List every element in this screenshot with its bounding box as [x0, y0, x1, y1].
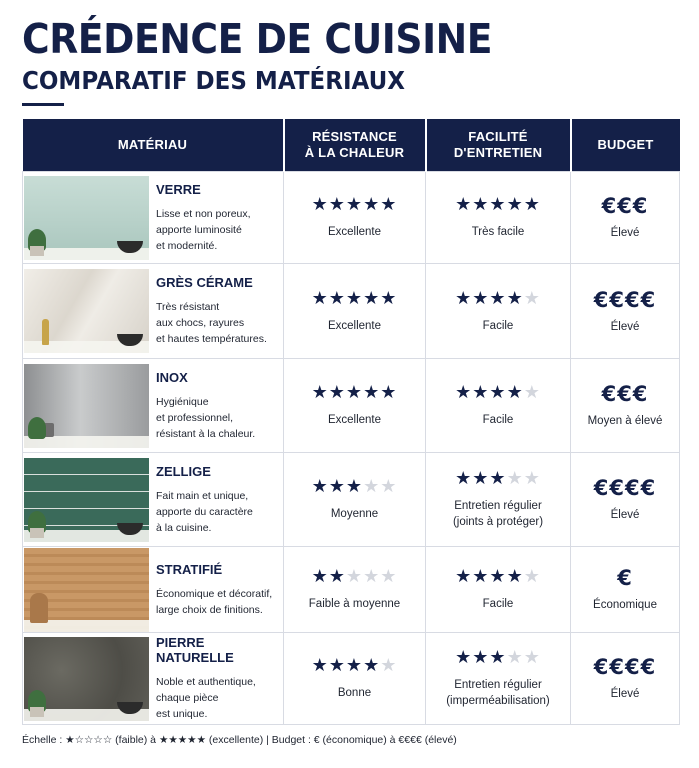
material-cell — [23, 633, 284, 725]
heat-resistance-label: Faible à moyenne — [308, 598, 401, 610]
green-zellige-tiles-photo — [24, 458, 149, 542]
star-filled-icon: ★ — [345, 194, 364, 215]
star-empty-icon: ★ — [363, 476, 381, 497]
star-filled-icon: ★ — [455, 647, 473, 668]
star-filled-icon: ★ — [472, 566, 490, 587]
star-empty-icon: ★ — [380, 476, 398, 497]
maintenance-label: Entretien régulier (imperméabilisation) — [446, 679, 550, 707]
heat-rating-stars — [284, 477, 425, 497]
star-filled-icon: ★ — [489, 194, 507, 215]
budget-label: Élevé — [610, 509, 640, 521]
heat-resistance-cell — [284, 359, 426, 453]
heat-rating-stars — [284, 383, 425, 403]
heat-rating-stars — [284, 567, 425, 587]
heat-resistance-cell — [284, 633, 426, 725]
material-text — [156, 370, 259, 442]
natural-stone-photo — [24, 637, 149, 721]
budget-cell — [571, 359, 680, 453]
star-filled-icon: ★ — [472, 647, 490, 668]
star-filled-icon: ★ — [345, 476, 364, 497]
budget-cell — [571, 547, 680, 633]
material-cell — [23, 547, 284, 633]
maintenance-cell — [426, 359, 571, 453]
maintenance-cell — [426, 453, 571, 547]
star-filled-icon: ★ — [506, 287, 524, 309]
star-filled-icon: ★ — [311, 382, 329, 403]
star-filled-icon: ★ — [472, 382, 490, 403]
star-filled-icon: ★ — [345, 382, 364, 403]
material-text — [156, 464, 257, 536]
budget-label: Élevé — [610, 320, 640, 333]
maintenance-rating-stars — [426, 383, 570, 403]
star-filled-icon: ★ — [311, 566, 329, 587]
budget-symbol: €€€€ — [593, 655, 657, 679]
header-material: MATÉRIAU — [23, 119, 284, 172]
maintenance-label: Entretien régulier (joints à protéger) — [452, 500, 544, 528]
budget-cell — [571, 453, 680, 547]
table-row — [23, 453, 680, 547]
header-ease-of-maintenance: FACILITÉ D'ENTRETIEN — [426, 119, 571, 172]
heat-resistance-cell — [284, 172, 426, 264]
star-filled-icon: ★ — [363, 287, 381, 309]
star-filled-icon: ★ — [455, 194, 473, 215]
star-filled-icon: ★ — [523, 194, 541, 215]
budget-symbol: € — [617, 566, 633, 590]
star-filled-icon: ★ — [345, 287, 364, 309]
star-empty-icon: ★ — [380, 566, 398, 587]
material-name: ZELLIGE — [156, 463, 211, 479]
heat-resistance-label: Excellente — [327, 414, 382, 426]
material-text — [156, 635, 283, 722]
material-description: Économique et décoratif, large choix de finitions. — [156, 587, 273, 616]
star-filled-icon: ★ — [380, 194, 398, 215]
star-filled-icon: ★ — [363, 655, 381, 676]
star-empty-icon: ★ — [523, 382, 541, 403]
maintenance-cell — [426, 172, 571, 264]
maintenance-label: Facile — [482, 598, 514, 610]
page-title: CRÉDENCE DE CUISINE — [22, 15, 493, 63]
heat-resistance-cell — [284, 453, 426, 547]
star-filled-icon: ★ — [311, 287, 329, 309]
table-header-row — [23, 119, 680, 172]
pot-shape — [30, 246, 44, 256]
budget-cell — [571, 172, 680, 264]
title-underline — [22, 103, 64, 106]
star-filled-icon: ★ — [328, 287, 346, 309]
budget-symbol: €€€ — [601, 194, 649, 218]
maintenance-rating-stars — [426, 648, 570, 668]
star-filled-icon: ★ — [506, 194, 524, 215]
heat-resistance-label: Bonne — [337, 687, 372, 699]
material-info — [23, 364, 283, 448]
marble-stoneware-photo — [24, 269, 149, 353]
star-filled-icon: ★ — [311, 476, 329, 497]
material-cell — [23, 264, 284, 359]
budget-label: Élevé — [610, 227, 640, 239]
page-subtitle: COMPARATIF DES MATÉRIAUX — [22, 66, 406, 95]
star-filled-icon: ★ — [455, 287, 473, 309]
material-text — [156, 182, 255, 254]
table-row — [23, 633, 680, 725]
star-empty-icon: ★ — [363, 566, 381, 587]
glass-backsplash-photo — [24, 176, 149, 260]
budget-label: Élevé — [610, 688, 640, 700]
heat-resistance-cell — [284, 547, 426, 633]
maintenance-cell — [426, 264, 571, 359]
header-heat-resistance: RÉSISTANCE À LA CHALEUR — [284, 119, 426, 172]
bottle-shape — [42, 319, 49, 345]
table-row — [23, 359, 680, 453]
star-filled-icon: ★ — [455, 566, 473, 587]
star-filled-icon: ★ — [472, 287, 490, 309]
stainless-steel-photo — [24, 364, 149, 448]
heat-rating-stars — [284, 289, 425, 309]
star-filled-icon: ★ — [455, 468, 473, 489]
material-text — [156, 275, 271, 347]
heat-rating-stars — [284, 195, 425, 215]
heat-resistance-label: Excellente — [327, 319, 382, 332]
budget-symbol: €€€€ — [593, 476, 657, 500]
budget-label: Moyen à élevé — [587, 415, 663, 427]
star-filled-icon: ★ — [363, 382, 381, 403]
budget-symbol: €€€€ — [593, 287, 657, 312]
star-empty-icon: ★ — [506, 647, 524, 668]
star-empty-icon: ★ — [345, 566, 364, 587]
pot-shape — [30, 707, 44, 717]
budget-symbol: €€€ — [601, 382, 649, 406]
material-text — [156, 562, 276, 618]
star-empty-icon: ★ — [523, 468, 541, 489]
material-name: GRÈS CÉRAME — [156, 275, 253, 290]
heat-rating-stars — [284, 656, 425, 676]
maintenance-label: Très facile — [471, 226, 525, 238]
star-empty-icon: ★ — [506, 468, 524, 489]
star-filled-icon: ★ — [363, 194, 381, 215]
material-name: INOX — [156, 369, 188, 385]
material-description: Noble et authentique, chaque pièce est unique. — [156, 676, 256, 720]
star-filled-icon: ★ — [328, 382, 346, 403]
material-info — [23, 269, 283, 353]
star-filled-icon: ★ — [380, 382, 398, 403]
star-filled-icon: ★ — [489, 468, 507, 489]
maintenance-label: Facile — [482, 319, 514, 332]
maintenance-rating-stars — [426, 195, 570, 215]
material-name: VERRE — [156, 181, 201, 197]
material-description: Hygiénique et professionnel, résistant à la chaleur. — [156, 395, 256, 440]
star-filled-icon: ★ — [506, 382, 524, 403]
material-info — [23, 176, 283, 260]
comparison-table — [22, 119, 680, 725]
star-filled-icon: ★ — [380, 287, 398, 309]
budget-cell — [571, 264, 680, 359]
material-description: Lisse et non poreux, apporte luminosité et modernité. — [156, 207, 251, 252]
table-row — [23, 547, 680, 633]
star-filled-icon: ★ — [506, 566, 524, 587]
star-filled-icon: ★ — [311, 655, 329, 676]
star-filled-icon: ★ — [489, 566, 507, 587]
star-filled-icon: ★ — [311, 194, 329, 215]
material-name: PIERRE NATURELLE — [156, 635, 234, 665]
star-empty-icon: ★ — [523, 287, 541, 309]
star-filled-icon: ★ — [328, 194, 346, 215]
material-info — [23, 548, 283, 632]
heat-resistance-label: Moyenne — [330, 508, 379, 520]
plant-shape — [28, 417, 46, 439]
star-filled-icon: ★ — [328, 566, 346, 587]
star-filled-icon: ★ — [472, 468, 490, 489]
maintenance-rating-stars — [426, 567, 570, 587]
material-cell — [23, 359, 284, 453]
board-shape — [30, 593, 48, 623]
heat-resistance-cell — [284, 264, 426, 359]
heat-resistance-label: Excellente — [327, 226, 382, 238]
material-info — [23, 458, 283, 542]
table-row — [23, 172, 680, 264]
maintenance-rating-stars — [426, 469, 570, 489]
star-filled-icon: ★ — [455, 382, 473, 403]
material-description: Très résistant aux chocs, rayures et hautes températures. — [156, 301, 267, 345]
star-empty-icon: ★ — [380, 655, 398, 676]
star-filled-icon: ★ — [489, 287, 507, 309]
wood-laminate-photo — [24, 548, 149, 632]
star-filled-icon: ★ — [328, 655, 346, 676]
scale-legend: Échelle : ★☆☆☆☆ (faible) à ★★★★★ (excellente) | Budget : € (économique) à €€€€ (élevé) — [22, 734, 457, 746]
budget-cell — [571, 633, 680, 725]
maintenance-label: Facile — [482, 414, 514, 426]
star-empty-icon: ★ — [523, 647, 541, 668]
star-filled-icon: ★ — [489, 647, 507, 668]
material-info — [23, 635, 283, 722]
star-filled-icon: ★ — [472, 194, 490, 215]
material-cell — [23, 172, 284, 264]
budget-label: Économique — [593, 599, 657, 611]
pot-shape — [30, 528, 44, 538]
header-budget: BUDGET — [571, 119, 680, 172]
star-filled-icon: ★ — [328, 476, 346, 497]
material-cell — [23, 453, 284, 547]
maintenance-cell — [426, 547, 571, 633]
star-filled-icon: ★ — [345, 655, 364, 676]
maintenance-cell — [426, 633, 571, 725]
star-filled-icon: ★ — [489, 382, 507, 403]
material-name: STRATIFIÉ — [156, 561, 223, 577]
maintenance-rating-stars — [426, 289, 570, 309]
material-description: Fait main et unique, apporte du caractère à la cuisine. — [156, 489, 253, 534]
table-row — [23, 264, 680, 359]
star-empty-icon: ★ — [523, 566, 541, 587]
